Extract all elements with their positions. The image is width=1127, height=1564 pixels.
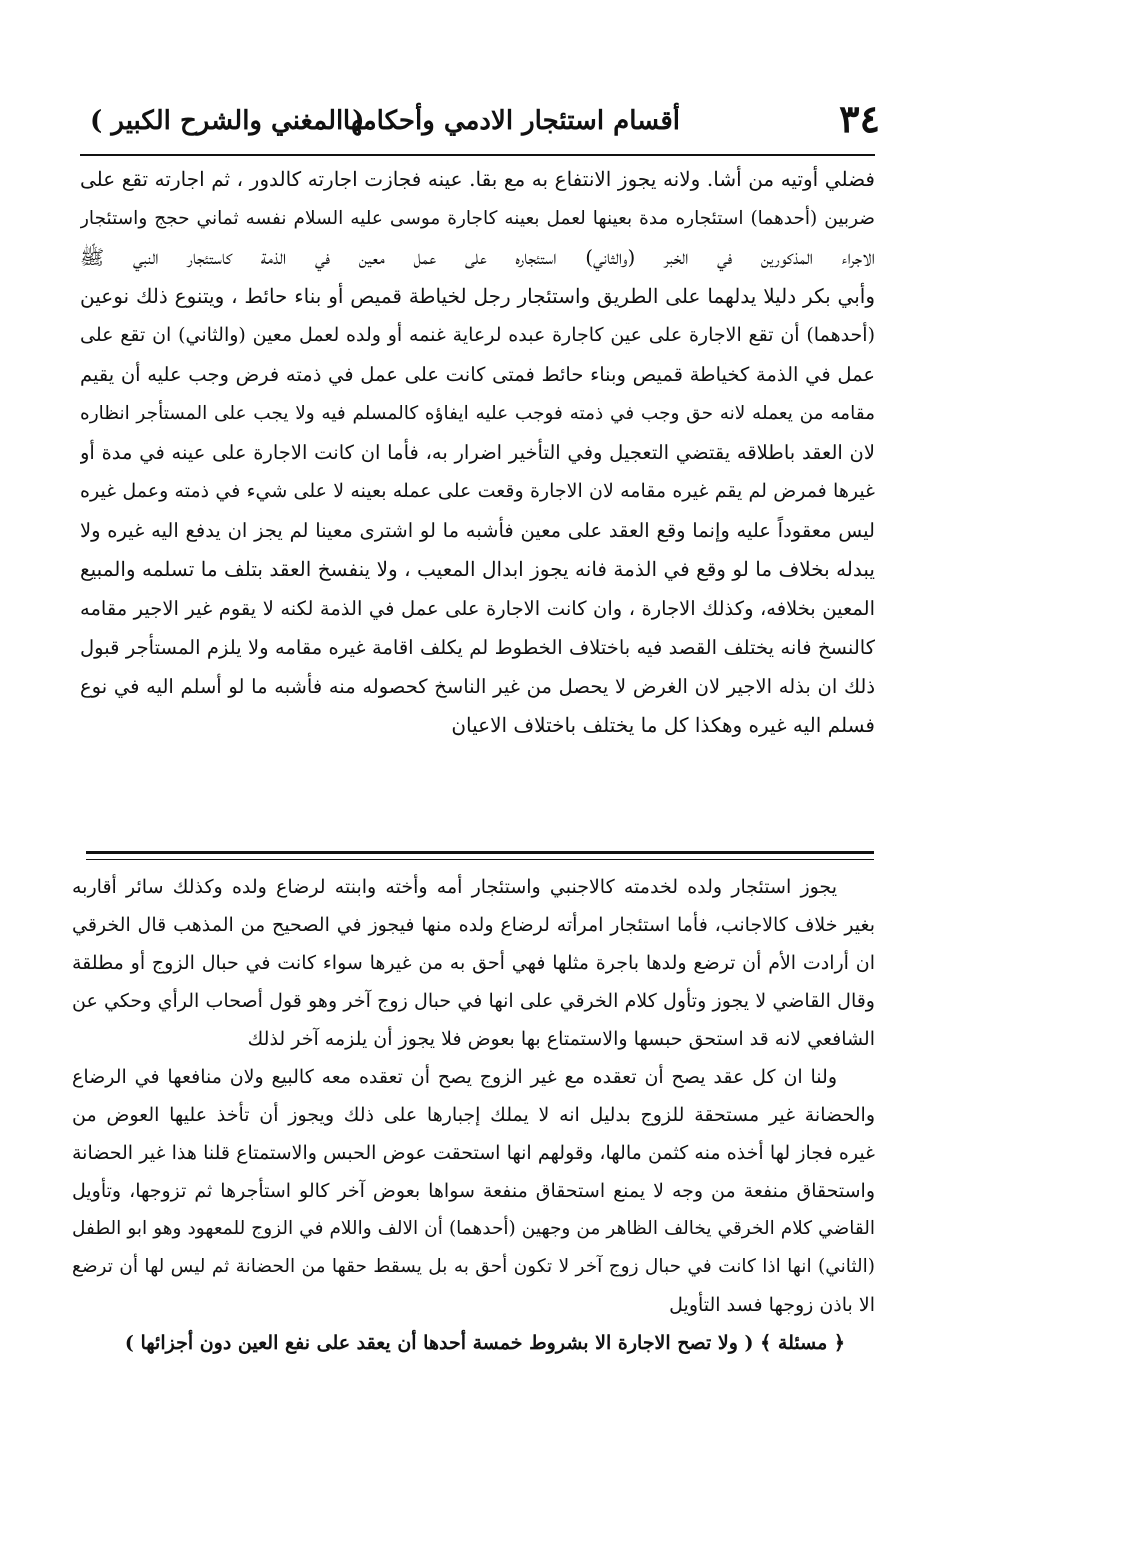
text-line: (أحدهما) أن تقع الاجارة على عين كاجارة عبده لرعاية غنمه أو ولده لعمل معين (والثاني) ان تقع على xyxy=(80,324,875,346)
text-line: ليس معقوداً عليه وإنما وقع العقد على معين فأشبه ما لو اشترى معينا لم يجز ان يدفع اليه غيره ولا xyxy=(80,519,875,542)
book-title: ( المغني والشرح الكبير ) xyxy=(90,106,365,136)
main-text-block xyxy=(80,160,875,745)
text-line: (الثاني) انها اذا كانت في حبال زوج آخر لا تكون أحق به بل يسقط حقها من الحضانة ثم ليس لها أن ترضع xyxy=(72,1256,875,1277)
text-line: وقال القاضي لا يجوز وتأول كلام الخرقي على انها في حبال زوج آخر وهو قول أصحاب الرأي وحكي عن xyxy=(72,990,875,1012)
text-line: الا باذن زوجها فسد التأويل xyxy=(669,1294,875,1316)
commentary-text-block xyxy=(72,868,875,1362)
masala-heading: ﴿ مسئلة ﴾ ( ولا تصح الاجارة الا بشروط خمسة أحدها أن يعقد على نفع العين دون أجزائها ) xyxy=(124,1332,845,1354)
section-divider-thin xyxy=(86,859,874,860)
text-line: ولنا ان كل عقد يصح أن تعقده مع غير الزوج يصح أن تعقده معه كالبيع ولان منافعها في الرضاع xyxy=(72,1066,837,1088)
section-title: أقسام استئجار الادمي وأحكامها xyxy=(342,106,680,136)
text-line: ضربين (أحدهما) استئجاره مدة بعينها لعمل بعينه كاجارة موسى عليه السلام نفسه ثماني حجج واستئجار xyxy=(80,208,875,229)
text-line: عمل في الذمة كخياطة قميص وبناء حائط فمتى كانت على عمل في ذمته فرض وجب عليه أن يقيم xyxy=(80,363,875,386)
text-line: الشافعي لانه قد استحق حبسها والاستمتاع بها بعوض فلا يجوز أن يلزمه آخر لذلك xyxy=(247,1028,875,1050)
text-line: ذلك ان بذله الاجير لان الغرض لا يحصل من غير الناسخ كحصوله منه فأشبه ما لو أسلم اليه في نوع xyxy=(80,675,875,698)
text-line: غيره فجاز لها أخذه منه كثمن مالها، وقولهم انها استحقت عوض الحبس والاستمتاع قلنا هذا غير الحضانة xyxy=(72,1142,875,1164)
section-divider xyxy=(86,851,874,854)
page-number: ٣٤ xyxy=(839,96,880,141)
text-line: الاجراء المذكورين في الخبر (والثاني) استئجاره على عمل معين في الذمة كاستئجار النبي ﷺ xyxy=(80,245,875,269)
text-line: يبدله بخلاف ما لو وقع في الذمة فانه يجوز ابدال المعيب ، ولا ينفسخ العقد بتلف ما تسلمه والمبيع xyxy=(80,557,875,581)
text-line: فضلي أوتيه من أشا. ولانه يجوز الانتفاع به مع بقا. عينه فجازت اجارته كالدور ، ثم اجارته تقع على xyxy=(80,167,875,191)
text-line: مقامه من يعمله لانه حق وجب في ذمته فوجب عليه ايفاؤه كالمسلم فيه ولا يجب على المستأجر انظاره xyxy=(80,403,875,424)
text-line: ان أرادت الأم أن ترضع ولدها باجرة مثلها فهي أحق به من غيرها سواء كانت في حبال الزوج أو مطلقة xyxy=(72,952,875,974)
text-line: واستحقاق منفعة من وجه لا يمنع استحقاق منفعة سواها بعوض آخر كالو استأجرها ثم تزوجها، وتأويل xyxy=(72,1180,875,1202)
text-line: فسلم اليه غيره وهكذا كل ما يختلف باختلاف الاعيان xyxy=(451,713,875,737)
text-line: القاضي كلام الخرقي يخالف الظاهر من وجهين (أحدهما) أن الالف واللام في الزوج للمعهود وهو ابو الطفل xyxy=(72,1218,875,1239)
text-line: بغير خلاف كالاجانب، فأما استئجار امرأته لرضاع ولده منها فيجوز في الصحيح من المذهب قال الخرقي xyxy=(72,914,875,936)
text-line: كالنسخ فانه يختلف القصد فيه باختلاف الخطوط لم يكلف اقامة غيره مقامه ولا يلزم المستأجر قبول xyxy=(80,636,875,659)
text-line: والحضانة غير مستحقة للزوج بدليل انه لا يملك إجبارها على ذلك ويجوز أن تأخذ عليها العوض من xyxy=(72,1104,875,1126)
text-line: وأبي بكر دليلا يدلهما على الطريق واستئجار رجل لخياطة قميص أو بناء حائط ، ويتنوع ذلك نوعين xyxy=(80,284,875,308)
text-line: غيرها فمرض لم يقم غيره مقامه لان الاجارة وقعت على عمله بعينه لا على شيء في ذمته وعمل غيره xyxy=(80,480,875,502)
header-rule xyxy=(80,154,875,156)
text-line: لان العقد باطلاقه يقتضي التعجيل وفي التأخير اضرار به، فأما ان كانت الاجارة على عينه في مدة أو xyxy=(80,441,875,464)
page-header xyxy=(80,96,880,152)
text-line: المعين بخلافه، وكذلك الاجارة ، وان كانت الاجارة على عمل في الذمة لكنه لا يقوم غير الاجير مقامه xyxy=(80,597,875,620)
text-line: يجوز استئجار ولده لخدمته كالاجنبي واستئجار أمه وأخته وابنته لرضاع ولده وكذلك سائر أقاربه xyxy=(72,876,837,898)
